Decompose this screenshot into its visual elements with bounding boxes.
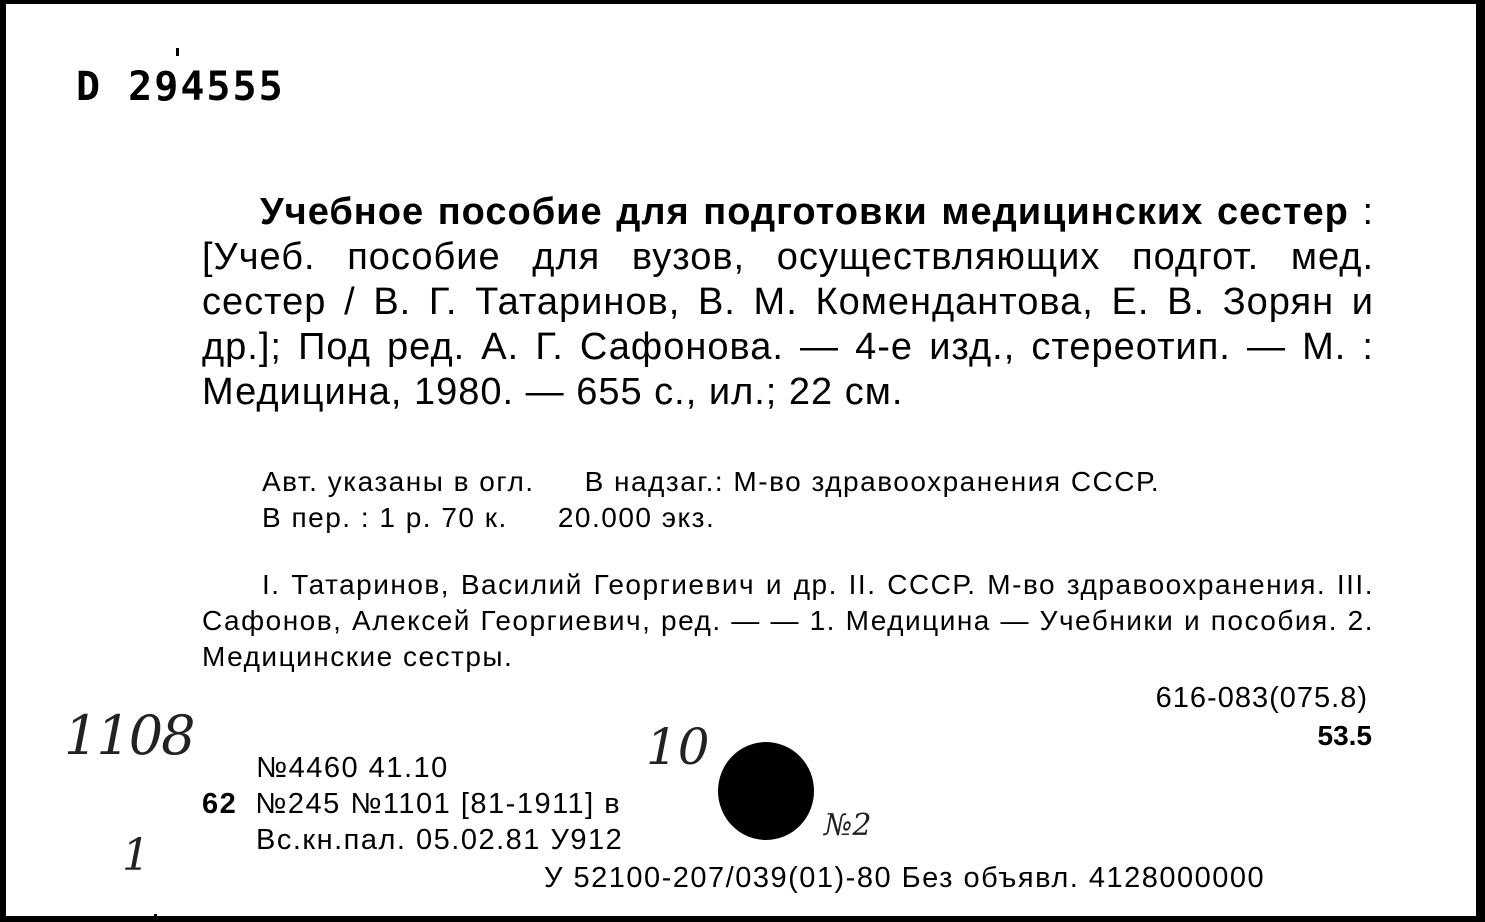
tech-line-2 [202, 788, 621, 821]
tracings: I. Татаринов, Василий Георгиевич и др. II. СССР. М-во здравоохранения. III. Сафонов, Алексей Георгиевич, ред. — — 1. Медицина — Учебники и пособия. 2. Медицинские сестры. [202, 569, 1374, 672]
authors-note: Авт. указаны в огл. [262, 466, 535, 497]
ink-speck [154, 914, 157, 917]
card-id: D 294555 [76, 64, 285, 110]
udc-code: 616-083(075.8) [1155, 682, 1368, 714]
tech-line-2-text: №245 №1101 [81-1911] в [255, 788, 622, 820]
header-note: В надзаг.: М-во здравоохранения СССР. [584, 466, 1161, 497]
handwritten-note-1: 1108 [64, 704, 194, 767]
bbk-code: 53.5 [1317, 720, 1372, 751]
notes-line-1 [262, 464, 1382, 500]
handwritten-note-2: 10 [646, 718, 710, 776]
price-note: В пер. : 1 р. 70 к. [262, 502, 508, 533]
notes [262, 464, 1382, 536]
catalog-card [6, 4, 1476, 916]
tech-line-2-prefix: 62 [202, 788, 238, 820]
print-run: 20.000 экз. [557, 502, 716, 533]
handwritten-note-3: 1 [122, 830, 150, 881]
notes-line-2 [262, 500, 1382, 536]
bibliographic-description [202, 190, 1374, 415]
handwritten-note-4: №2 [824, 808, 872, 843]
punch-hole [718, 742, 814, 840]
description-text: : [Учеб. пособие для вузов, осуществляющих подгот. мед. сестер / В. Г. Татаринов, В. М. Комендантова, Е. В. Зорян и др.]; Под ред. А. Г. Сафонова. — 4-е изд., стереотип. — М. : Медицина, 1980. — 655 с., ил.; 22 см. [202, 191, 1375, 413]
ink-speck [176, 48, 179, 56]
tech-line-4: У 52100-207/039(01)-80 Без объявл. 4128000000 [544, 862, 1266, 894]
book-title: Учебное пособие для подготовки медицинских сестер [260, 191, 1349, 233]
tech-line-1: №4460 41.10 [256, 752, 449, 784]
tech-line-3: Вс.кн.пал. 05.02.81 У912 [256, 824, 624, 856]
